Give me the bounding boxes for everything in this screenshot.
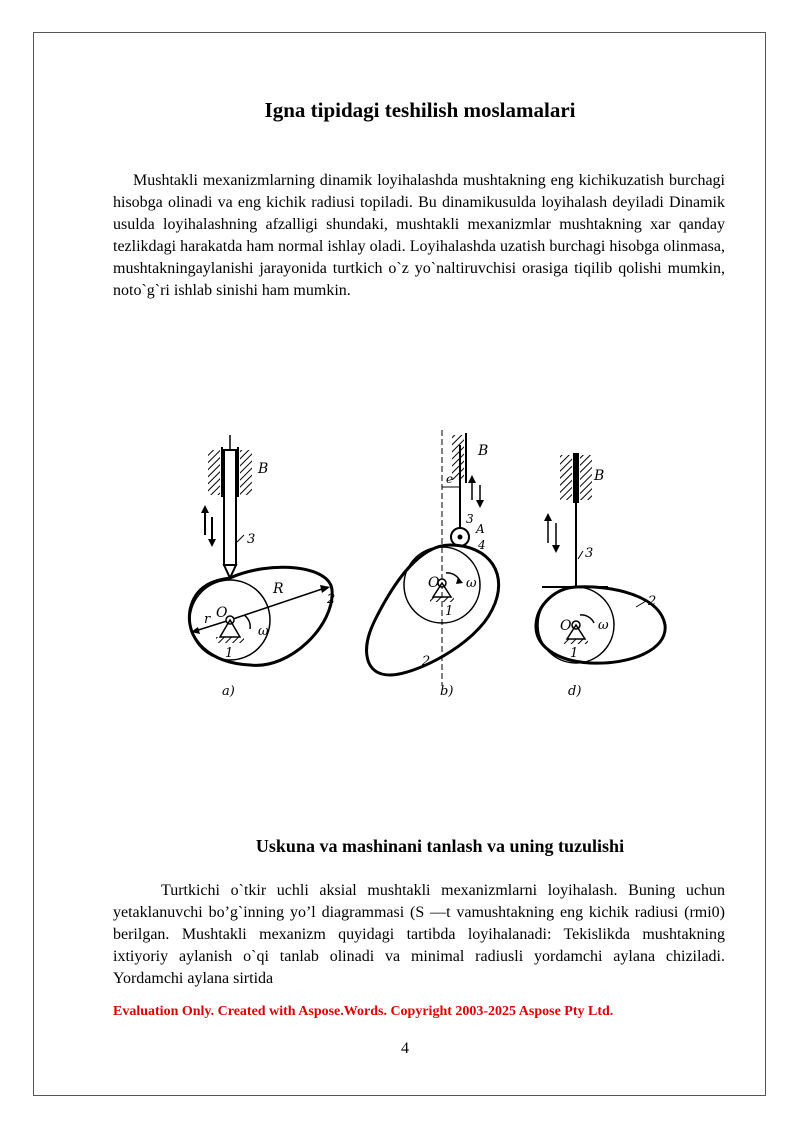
caption-d: d) (568, 684, 582, 699)
label-3: 3 (247, 532, 256, 547)
label-1: 1 (445, 604, 454, 619)
label-omega: ω (258, 624, 269, 639)
label-a: A (476, 522, 485, 536)
panel-d (536, 453, 665, 699)
label-o: O (216, 605, 228, 621)
intro-paragraph: Mushtakli mexanizmlarning dinamik loyihalashda mushtakning eng kichikuzatish burchagi hisobga olinadi va eng kichik radiusi topiladi. Bu dinamikusulda loyihalash deyiladi Dinamik usulda loyihalashning afzalligi shundaki, mushtakli mexanizmlar mushtakning xar qanday tezlikdagi harakatda ham normal ishlay oladi. Loyihalashda uzatish burchagi hisobga olinmasa, mushtakningaylanishi jarayonida turtkich o`z yo`naltiruvchisi orasiga tiqilib qolishi mumkin, noto`g`ri ishlab sinishi ham mumkin. (113, 172, 725, 299)
label-2: 2 (422, 654, 431, 669)
page-number: 4 (401, 1040, 409, 1057)
label-r-large: R (273, 581, 284, 597)
label-o: O (428, 575, 440, 591)
label-2: 2 (327, 592, 336, 607)
panel-a (189, 435, 335, 699)
label-b: B (478, 443, 489, 459)
evaluation-notice: Evaluation Only. Created with Aspose.Words. Copyright 2003-2025 Aspose Pty Ltd. (113, 1004, 614, 1019)
label-o: O (560, 618, 572, 634)
cam-profile (367, 545, 499, 675)
cam-mechanism-figure (160, 425, 680, 715)
caption-a: a) (222, 684, 235, 699)
label-b: B (258, 461, 269, 477)
label-r-small: r (204, 612, 211, 627)
label-b: B (594, 468, 605, 484)
page-title: Igna tipidagi teshilish moslamalari (264, 98, 576, 122)
label-3: 3 (466, 512, 474, 526)
label-1: 1 (570, 646, 579, 661)
label-omega: ω (466, 576, 477, 591)
panel-b (367, 430, 499, 699)
follower-rod (224, 450, 236, 565)
cam-profile (189, 567, 332, 665)
caption-b: b) (440, 684, 454, 699)
label-1: 1 (225, 646, 234, 661)
label-3: 3 (585, 546, 594, 561)
section-subtitle: Uskuna va mashinani tanlash va uning tuzulishi (255, 836, 625, 856)
guide-hatch-right (240, 450, 252, 495)
body-paragraph: Turtkichi o`tkir uchli aksial mushtakli mexanizmlarni loyihalash. Buning uchun yetaklanuvchi bo’g`inning yo’l diagrammasi (S —t vamushtakning eng kichik radiusi (rmi0) berilgan. Mushtakli mexanizm quyidagi tartibda loyihalanadi: Tekislikda mushtakning ixtiyoriy aylanish o`qi tanlab olinadi va minimal radiusli yordamchi aylana chiziladi. Yordamchi aylana sirtida (113, 882, 725, 987)
label-e: e (446, 472, 454, 486)
guide-hatch-left (208, 450, 220, 495)
label-4: 4 (478, 538, 486, 552)
label-omega: ω (598, 618, 609, 633)
label-2: 2 (648, 594, 657, 609)
